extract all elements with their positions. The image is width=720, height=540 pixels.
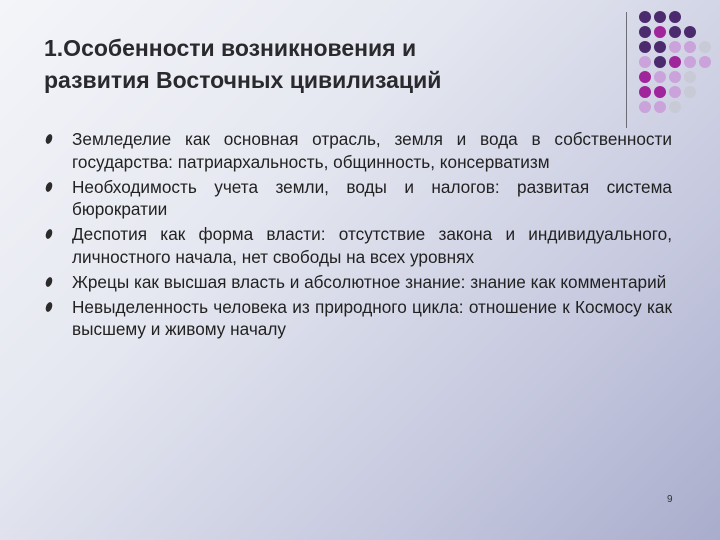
decorative-dot [669, 86, 681, 98]
decorative-dot [684, 56, 696, 68]
decorative-dot [639, 56, 651, 68]
bullet-text: Деспотия как форма власти: отсутствие закона и индивидуального, личностного начала, нет свободы на всех уровнях [72, 224, 672, 267]
bullet-text: Земледелие как основная отрасль, земля и вода в собственности государства: патриархальность, общинность, консерватизм [72, 129, 672, 172]
decorative-dot [669, 71, 681, 83]
decorative-dot [669, 101, 681, 113]
decorative-dot [639, 26, 651, 38]
decorative-dot [699, 56, 711, 68]
slide-title [44, 32, 604, 96]
bullet-marker-icon [44, 228, 53, 239]
decorative-dot [669, 56, 681, 68]
decorative-dot [684, 86, 696, 98]
decorative-dot [639, 41, 651, 53]
decorative-dot [654, 11, 666, 23]
bullet-item [44, 128, 672, 174]
decorative-dot [654, 56, 666, 68]
decorative-dot [699, 41, 711, 53]
bullet-text: Невыделенность человека из природного цикла: отношение к Космосу как высшему и живому началу [72, 296, 672, 340]
decorative-dot [654, 71, 666, 83]
bullet-item [44, 223, 672, 269]
bullet-list [44, 128, 672, 343]
bullet-text: Жрецы как высшая власть и абсолютное знание: знание как комментарий [72, 271, 667, 292]
decorative-dot [639, 101, 651, 113]
bullet-marker-icon [44, 276, 53, 287]
decorative-dot [684, 41, 696, 53]
decorative-dot [684, 71, 696, 83]
decorative-vertical-line [626, 12, 627, 128]
decorative-dot [654, 26, 666, 38]
slide-title-line-1: 1.Особенности возникновения и [44, 35, 417, 61]
decorative-dot [639, 86, 651, 98]
decorative-dot [669, 41, 681, 53]
slide-title-line-2: развития Восточных цивилизаций [44, 67, 442, 93]
decorative-dot [639, 11, 651, 23]
decorative-dot [669, 11, 681, 23]
bullet-marker-icon [44, 181, 53, 192]
bullet-marker-icon [44, 301, 53, 312]
page-number: 9 [667, 494, 673, 505]
decorative-dot [654, 86, 666, 98]
bullet-marker-icon [44, 133, 53, 144]
decorative-dot [684, 26, 696, 38]
bullet-item [44, 296, 672, 342]
decorative-dot [654, 101, 666, 113]
bullet-item [44, 271, 672, 294]
bullet-text: Необходимость учета земли, воды и налогов: развитая система бюрократии [72, 176, 672, 220]
bullet-item [44, 176, 672, 222]
decorative-dot [639, 71, 651, 83]
decorative-dot [654, 41, 666, 53]
decorative-dot [669, 26, 681, 38]
